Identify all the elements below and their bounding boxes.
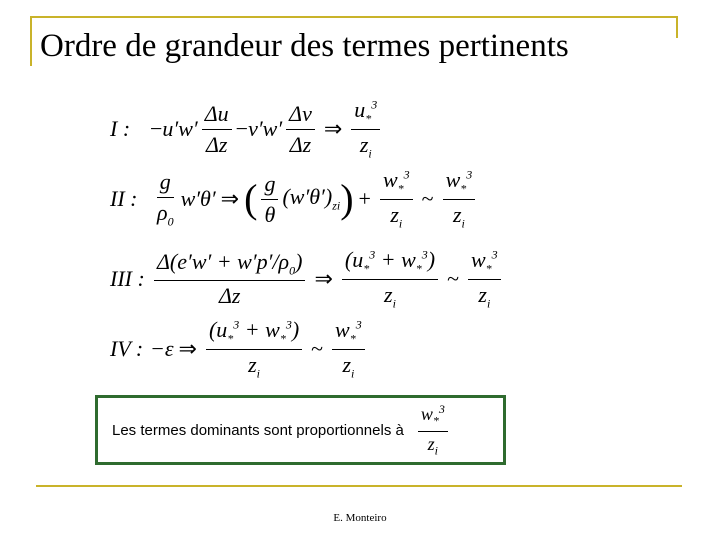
fraction: $\frac{g}{\theta}$ xyxy=(261,171,278,228)
fraction: $\frac{g}{\rho_0}$ xyxy=(157,168,174,229)
equation-IV: IV : −ε ⇒ $\frac{(u_*^3 + w_*^3)}{z_i}$ ~ $\frac{w_*^3}{z_i}$ xyxy=(110,316,540,382)
fraction: $\frac{\Delta v}{\Delta z}$ xyxy=(286,101,315,158)
equation-label: I : xyxy=(110,116,131,141)
equation-II: II : $\frac{g}{\rho_0}$ w′θ′ ⇒ ( $\frac{g}{\theta}$ $(w'\theta')_{zi}$ ) + $\frac{w_*^3}{z_i}$ ~ $\frac{w_*^3}{z_i}$ xyxy=(110,166,540,232)
equation-III: III : $\frac{\Delta(e'w' + w'p'/\rho_0)}{\Delta z}$ ⇒ $\frac{(u_*^3 + w_*^3)}{z_i}$ ~ $\frac{w_*^3}{z_i}$ xyxy=(110,246,540,312)
equation-label: III : xyxy=(110,266,145,291)
footer-divider xyxy=(36,485,682,487)
footer-author: E. Monteiro xyxy=(333,512,387,524)
conclusion-fraction: $\frac{w_*^3}{z_i}$ xyxy=(418,402,448,458)
title-frame-right xyxy=(676,16,678,38)
equation-I: I : − u′w′ $\frac{\Delta u}{\Delta z}$ − v′w′ $\frac{\Delta v}{\Delta z}$ ⇒ $\frac{u_*^3}{z_i}$ xyxy=(110,96,540,162)
fraction: $\frac{\Delta(e'w' + w'p'/\rho_0)}{\Delta z}$ xyxy=(154,249,305,309)
equation-block xyxy=(110,96,540,386)
slide-title: Ordre de grandeur des termes pertinents xyxy=(40,28,569,64)
fraction: $\frac{w_*^3}{z_i}$ xyxy=(443,167,476,231)
fraction: $\frac{w_*^3}{z_i}$ xyxy=(380,167,413,231)
implies-arrow: ⇒ xyxy=(314,266,333,291)
title-frame-left xyxy=(30,16,32,66)
title-frame-top xyxy=(30,16,678,18)
equation-label: IV : xyxy=(110,336,144,361)
conclusion-box xyxy=(95,395,506,465)
equation-label: II : xyxy=(110,186,138,211)
conclusion-text: Les termes dominants sont proportionnels à xyxy=(112,421,404,439)
fraction: $\frac{w_*^3}{z_i}$ xyxy=(468,247,501,311)
fraction: $\frac{(u_*^3 + w_*^3)}{z_i}$ xyxy=(206,317,302,381)
implies-arrow: ⇒ xyxy=(178,336,197,361)
equation-lhs: −ε xyxy=(150,336,174,361)
fraction: $\frac{w_*^3}{z_i}$ xyxy=(332,317,365,381)
fraction: $\frac{u_*^3}{z_i}$ xyxy=(351,97,380,161)
implies-arrow: ⇒ xyxy=(323,116,343,141)
fraction: $\frac{(u_*^3 + w_*^3)}{z_i}$ xyxy=(342,247,438,311)
fraction: $\frac{\Delta u}{\Delta z}$ xyxy=(202,101,232,158)
implies-arrow: ⇒ xyxy=(220,186,240,211)
